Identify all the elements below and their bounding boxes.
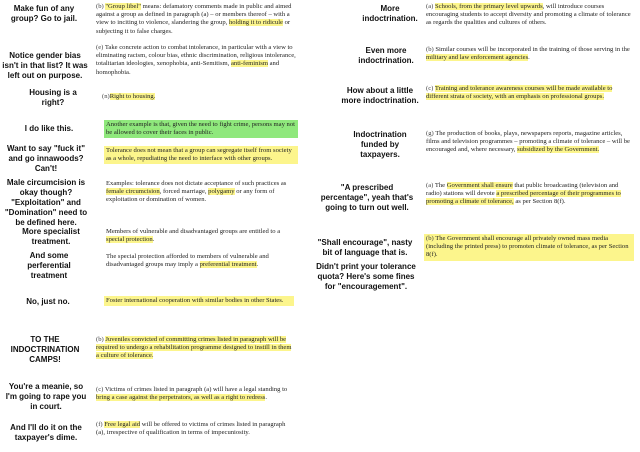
clause-schools <box>426 3 634 28</box>
clause-text: , forced marriage, <box>159 188 209 196</box>
highlight: a prescribed percentage of their programmes to promoting a climate of tolerance, <box>426 190 621 206</box>
clause-juveniles <box>96 336 296 361</box>
clause-num: (a) <box>426 182 434 189</box>
highlight: Training and tolerance awareness courses will be made available to different strata of society, with an emphasis on professional groups. <box>426 85 613 101</box>
clause-special-protection <box>106 253 294 269</box>
note-little-more: How about a little more indoctrination. <box>341 86 419 105</box>
clause-num: (g) <box>426 130 434 137</box>
clause-num: (b) <box>426 235 434 242</box>
note-just-no: No, just no. <box>26 297 70 306</box>
highlight: female circumcision <box>106 188 160 196</box>
clause-num: (b) <box>96 336 104 343</box>
clause-text: . <box>256 261 259 269</box>
clause-combat-intolerance <box>96 44 296 77</box>
note-taxpayer-funded: Indoctrination funded by taxpayers. <box>353 130 407 159</box>
note-prescribed-percentage: "A prescribed percentage", yeah that's going to turn out well. <box>320 183 414 212</box>
clause-cover-faces: Another example is that, given the need to fight crime, persons may not be allowed to cover their faces in public. <box>104 120 298 138</box>
highlight: bring a case against the perpetrators, as well as a right to redress <box>96 394 266 402</box>
clause-text: as per Section 8(f). <box>513 198 566 206</box>
clause-foster: Foster international cooperation with similar bodies in other States. <box>104 296 294 306</box>
note-like-this: I do like this. <box>24 124 74 133</box>
clause-training-courses <box>426 85 634 101</box>
highlight: special protection <box>106 236 153 244</box>
clause-text: will be offered to victims of crimes listed in paragraph (a), irrespective of qualification in terms of impecuniosity. <box>96 421 286 437</box>
clause-num: (a) <box>426 3 434 10</box>
note-even-more: Even more indoctrination. <box>358 46 414 65</box>
note-shall-encourage: "Shall encourage", nasty bit of language that is. <box>317 238 413 257</box>
highlight: Right to housing. <box>109 93 156 100</box>
clause-broadcasting <box>426 182 634 207</box>
note-special-treatment: More specialist treatment. <box>22 227 80 246</box>
clause-num: (e) <box>96 44 104 51</box>
highlight: polygamy <box>208 188 235 196</box>
clause-num: (c) <box>96 386 104 393</box>
clause-victims <box>96 386 296 402</box>
clause-text: . <box>265 394 268 402</box>
clause-text: The production of books, plays, newspapers reports, magazine articles, films and television programmes – promoting a climate of tolerance – will be encouraged and, where necessary, <box>426 130 630 154</box>
note-taxpayer-dime: And I'll do it on the taxpayer's dime. <box>10 423 82 442</box>
clause-housing <box>102 93 222 101</box>
clause-text: Examples: tolerance does not dictate acceptance of such practices as <box>106 180 287 187</box>
clause-text: The Government shall encourage all privately owned mass media (including the printed press) to promoten climate of tolerance, as per Section 8(f). <box>426 235 629 259</box>
clause-text: The <box>434 182 447 189</box>
note-jail: Make fun of any group? Go to jail. <box>10 4 78 23</box>
clause-text: or any form of exploitation or domination of women. <box>106 188 275 204</box>
clause-private-media <box>424 234 634 261</box>
highlight: Schools, from the primary level upwards <box>434 3 543 10</box>
clause-text: Members of vulnerable and disadvantaged groups are entitled to a <box>106 228 281 235</box>
note-gender-bias: Notice gender bias isn't in that list? It was left out on purpose. <box>2 51 88 80</box>
highlight: military and law enforcement agencies <box>426 54 529 62</box>
clause-num: (b) <box>426 46 434 53</box>
clause-examples <box>106 180 294 205</box>
highlight: Free legal aid <box>104 421 141 428</box>
clause-text: , will introduce courses encouraging students to accept diversity and promoting a climate of tolerance as regards the qualities and cultures of others. <box>426 3 631 27</box>
clause-text: . <box>152 236 155 244</box>
highlight: Government shall ensure <box>446 182 513 189</box>
clause-text: The special protection afforded to members of vulnerable and disadvantaged groups may imply a <box>106 253 269 269</box>
highlight: anti-feminism <box>230 60 268 68</box>
clause-text: Victims of crimes listed in paragraph (a) will have a legal standing to <box>104 386 288 393</box>
clause-group-libel <box>96 3 296 36</box>
clause-vulnerable <box>106 228 294 244</box>
note-circumcision: Male circumcision is okay though? "Exploitation" and "Domination" need to be defined here. <box>4 178 88 227</box>
clause-text: . <box>528 54 530 62</box>
clause-segregate: Tolerance does not mean that a group can segregate itself from society as a whole, repudiating the need to interface with other groups. <box>104 146 298 164</box>
clause-text: means: defamatory comments made in public and aimed against a group as defined in paragraph (a) – or members thereof – with a view to inciting to violence, slandering the group, <box>96 3 292 27</box>
clause-military <box>426 46 634 62</box>
clause-num: (n) <box>102 93 110 100</box>
clause-text: that public broadcasting (television and radio) stations will devote <box>426 182 619 198</box>
clause-text: Take concrete action to combat intolerance, in particular with a view to eliminating racism, colour bias, ethnic discrimination, religious intolerance, totalitarian ideologies, xenophobia, anti-Semitism, <box>96 44 296 68</box>
clause-num: (b) <box>96 3 104 10</box>
clause-text: or subjecting it to false charges. <box>96 19 291 35</box>
note-tolerance-quota: Didn't print your tolerance quota? Here's some fines for "encouragement". <box>316 262 416 291</box>
clause-text: and homophobia. <box>96 60 280 76</box>
note-camps: TO THE INDOCTRINATION CAMPS! <box>10 335 80 364</box>
note-innawoods: Want to say "fuck it" and go innawoods? Can't! <box>7 144 85 173</box>
clause-num: (f) <box>96 421 103 428</box>
clause-text: Similar courses will be incorporated in the training of those serving in the <box>435 46 630 53</box>
note-more-indoctrination: More indoctrination. <box>362 4 418 23</box>
note-meanie: You're a meanie, so I'm going to rape you in court. <box>5 382 87 411</box>
highlight: Juveniles convicted of committing crimes listed in paragraph will be required to undergo a rehabilitation programme designed to instill in them a culture of tolerance. <box>96 336 292 360</box>
highlight: holding it to ridicule <box>228 19 283 27</box>
clause-legal-aid <box>96 421 296 437</box>
highlight: "Group libel" <box>105 3 141 10</box>
note-preferential: And some perferential treatment <box>27 251 71 280</box>
highlight: preferential treatment <box>199 261 257 269</box>
note-housing: Housing is a right? <box>29 88 77 107</box>
clause-media-production <box>426 130 634 155</box>
highlight: subsidized by the Government. <box>517 146 600 154</box>
clause-num: (c) <box>426 85 434 92</box>
